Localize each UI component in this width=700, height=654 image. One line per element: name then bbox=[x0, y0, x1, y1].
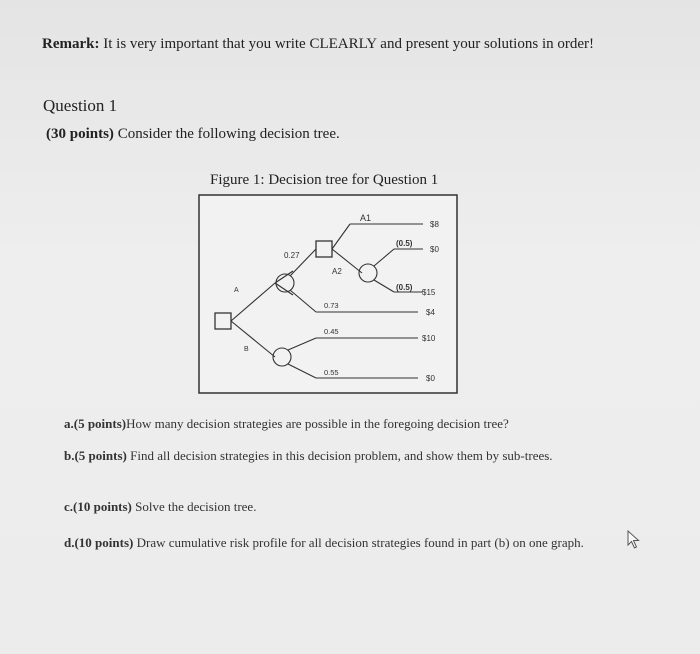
payoff-15: $15 bbox=[422, 288, 436, 297]
question-title: Question 1 bbox=[43, 96, 118, 115]
label-p05-bottom: (0.5) bbox=[396, 283, 413, 292]
part-b-label: b.(5 points) bbox=[64, 448, 127, 463]
part-a-text: How many decision strategies are possible in the foregoing decision tree? bbox=[126, 416, 509, 431]
label-p05-top: (0.5) bbox=[396, 239, 413, 248]
label-a1: A1 bbox=[360, 213, 372, 223]
payoff-8: $8 bbox=[430, 220, 439, 229]
part-b-text: Find all decision strategies in this decision problem, and show them by sub-trees. bbox=[126, 448, 553, 463]
part-d bbox=[64, 534, 624, 551]
figure-border bbox=[199, 195, 457, 393]
part-a bbox=[64, 416, 624, 432]
label-p073: 0.73 bbox=[324, 301, 339, 310]
remark-paragraph bbox=[42, 34, 642, 55]
label-b: B bbox=[244, 346, 249, 353]
label-a: A bbox=[234, 287, 239, 294]
remark-label: Remark: bbox=[42, 36, 100, 52]
part-d-text: Draw cumulative risk profile for all decision strategies found in part (b) on one graph. bbox=[133, 535, 584, 550]
question-points: (30 points) bbox=[46, 126, 114, 142]
payoff-0-top: $0 bbox=[430, 245, 439, 254]
decision-tree-figure bbox=[198, 194, 458, 394]
label-p027: 0.27 bbox=[284, 251, 300, 260]
mouse-pointer-icon bbox=[627, 530, 641, 550]
part-c-text: Solve the decision tree. bbox=[131, 499, 257, 514]
payoff-0-bottom: $0 bbox=[426, 374, 435, 383]
question-intro bbox=[46, 126, 340, 143]
label-a2: A2 bbox=[332, 267, 342, 276]
payoff-4: $4 bbox=[426, 308, 435, 317]
figure-caption: Figure 1: Decision tree for Question 1 bbox=[210, 172, 439, 188]
question-intro-text: Consider the following decision tree. bbox=[113, 126, 340, 142]
part-b bbox=[64, 447, 624, 464]
label-p045: 0.45 bbox=[324, 327, 339, 336]
part-c-label: c.(10 points) bbox=[64, 499, 132, 514]
part-d-label: d.(10 points) bbox=[64, 535, 134, 550]
remark-text: It is very important that you write CLEARLY and present your solutions in order! bbox=[99, 36, 595, 52]
part-a-label: a.(5 points) bbox=[64, 416, 127, 431]
part-c bbox=[64, 499, 624, 515]
payoff-10: $10 bbox=[422, 334, 436, 343]
label-p055: 0.55 bbox=[324, 368, 339, 377]
